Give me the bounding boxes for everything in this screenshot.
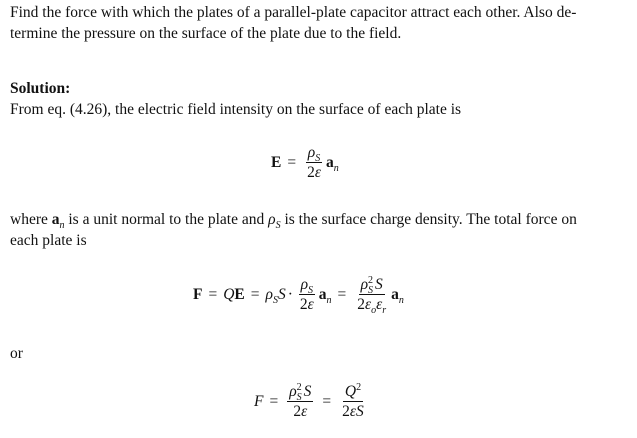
where-line-1: where $a_n$ is a unit normal to the plate and $\rho_S$ is the surface charge density. The total force on xyxy=(10,211,577,232)
or-text: or xyxy=(10,345,23,362)
equation-force-magnitude xyxy=(254,383,369,420)
equation-field-intensity xyxy=(271,144,339,181)
eq1-equals: = xyxy=(287,153,297,171)
eq2-fraction-1: $\frac{\rho_S}{2\varepsilon}$ xyxy=(299,276,314,313)
eq3-fraction-1: $\frac{\rho^2_S S}{2\varepsilon}$ xyxy=(289,381,312,420)
problem-line-1: Find the force with which the plates of a parallel-plate capacitor attract each other. Also de- xyxy=(10,4,577,21)
eq3-equals-1: = xyxy=(269,392,279,410)
eq1-denominator: 2ε xyxy=(307,164,321,181)
eq2-fraction-2: $\frac{\rho^2_S S}{2\varepsilon_o\varepsilon_r}$ xyxy=(357,274,387,317)
eq1-numerator: $\rho_S$ xyxy=(307,144,321,165)
eq3-equals-2: = xyxy=(322,392,332,410)
eq2-dot: · xyxy=(287,285,293,303)
eq2-F: F xyxy=(193,285,203,303)
problem-line-2: termine the pressure on the surface of the plate due to the field. xyxy=(10,25,402,42)
eq2-unit-normal-1: $a_n$ xyxy=(318,285,332,306)
eq3-F: F xyxy=(254,392,264,410)
equation-total-force-vector xyxy=(193,274,404,317)
problem-statement xyxy=(10,2,630,44)
eq1-fraction xyxy=(305,144,323,181)
eq1-E: E xyxy=(271,153,282,171)
eq2-equals-3: = xyxy=(337,285,347,303)
eq2-equals-2: = xyxy=(250,285,260,303)
eq2-rhoS: $\rho_SS$ xyxy=(265,285,286,306)
eq2-QE: QE xyxy=(223,285,245,303)
where-line-2: each plate is xyxy=(10,232,87,249)
eq3-fraction-2: $\frac{Q^2}{2\varepsilon S}$ xyxy=(342,381,364,420)
eq2-unit-normal-2: $a_n$ xyxy=(391,285,404,306)
eq1-unit-normal: $a_n$ xyxy=(325,153,339,174)
solution-heading: Solution: xyxy=(10,80,71,97)
where-statement xyxy=(10,209,630,251)
eq2-equals-1: = xyxy=(208,285,218,303)
solution-intro: From eq. (4.26), the electric field intensity on the surface of each plate is xyxy=(10,101,462,118)
